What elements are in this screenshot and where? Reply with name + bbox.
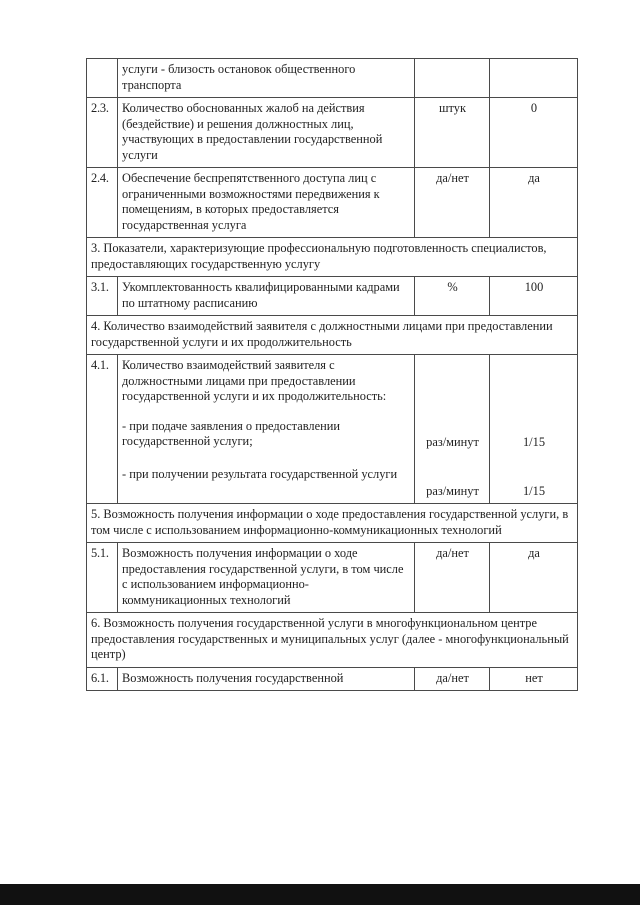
row-number: 2.4. <box>87 168 118 238</box>
value-cell: да <box>490 168 578 238</box>
row-number <box>87 59 118 98</box>
section-header-row <box>87 504 578 543</box>
unit-cell-group <box>415 355 490 504</box>
value-cell: нет <box>490 667 578 691</box>
sub-indicator-text: - при получении результата государственной услуги <box>122 466 398 481</box>
section-header-row <box>87 316 578 355</box>
indicator-text: Возможность получения государственной <box>118 667 415 691</box>
indicator-text: услуги - близость остановок общественного транспорта <box>118 59 415 98</box>
indicator-text: Обеспечение беспрепятственного доступа лиц с ограниченными возможностями передвижения к помещениям, в которых предоставляется государственная услуга <box>118 168 415 238</box>
table-row <box>87 168 578 238</box>
indicator-text: Количество взаимодействий заявителя с должностными лицами при предоставлении государственной услуги и их продолжительность: <box>122 358 387 403</box>
indicator-text: Возможность получения информации о ходе предоставления государственной услуги, в том числе с использованием информационно-коммуникационных технологий <box>118 543 415 613</box>
unit-cell: да/нет <box>415 543 490 613</box>
section-title: 4. Количество взаимодействий заявителя с должностными лицами при предоставлении государственной услуги и их продолжительность <box>87 316 578 355</box>
section-title: 3. Показатели, характеризующие профессиональную подготовленность специалистов, предоставляющих государственную услугу <box>87 238 578 277</box>
row-number: 2.3. <box>87 98 118 168</box>
table-row <box>87 543 578 613</box>
unit-cell: % <box>415 277 490 316</box>
table-row <box>87 667 578 691</box>
value-cell <box>490 59 578 98</box>
value-cell-group <box>490 355 578 504</box>
scan-bottom-edge <box>0 884 640 905</box>
value-cell: да <box>490 543 578 613</box>
value-cell: 1/15 <box>522 435 546 449</box>
section-header-row <box>87 613 578 668</box>
row-number: 4.1. <box>87 355 118 504</box>
row-number: 5.1. <box>87 543 118 613</box>
unit-cell: раз/минут <box>426 483 479 498</box>
table-row <box>87 59 578 98</box>
section-title: 6. Возможность получения государственной услуги в многофункциональном центре предоставления государственных и муниципальных услуг (далее - многофункциональный центр) <box>87 613 578 668</box>
table-row <box>87 355 578 504</box>
indicator-text: Количество обоснованных жалоб на действия (бездействие) и решения должностных лиц, участвующих в предоставлении государственной услуги <box>118 98 415 168</box>
unit-cell: штук <box>415 98 490 168</box>
unit-cell <box>415 59 490 98</box>
unit-cell: раз/минут <box>426 435 479 449</box>
row-number: 6.1. <box>87 667 118 691</box>
table-row <box>87 277 578 316</box>
value-cell: 1/15 <box>522 483 546 498</box>
indicator-text: Укомплектованность квалифицированными кадрами по штатному расписанию <box>118 277 415 316</box>
row-number: 3.1. <box>87 277 118 316</box>
indicators-table <box>86 58 578 691</box>
sub-indicator-text: - при подаче заявления о предоставлении государственной услуги; <box>122 418 340 448</box>
value-cell: 100 <box>490 277 578 316</box>
table-row <box>87 98 578 168</box>
section-title: 5. Возможность получения информации о ходе предоставления государственной услуги, в том числе с использованием информационно-коммуникационных технологий <box>87 504 578 543</box>
unit-cell: да/нет <box>415 667 490 691</box>
indicator-text-group <box>118 355 415 504</box>
value-cell: 0 <box>490 98 578 168</box>
unit-cell: да/нет <box>415 168 490 238</box>
section-header-row <box>87 238 578 277</box>
